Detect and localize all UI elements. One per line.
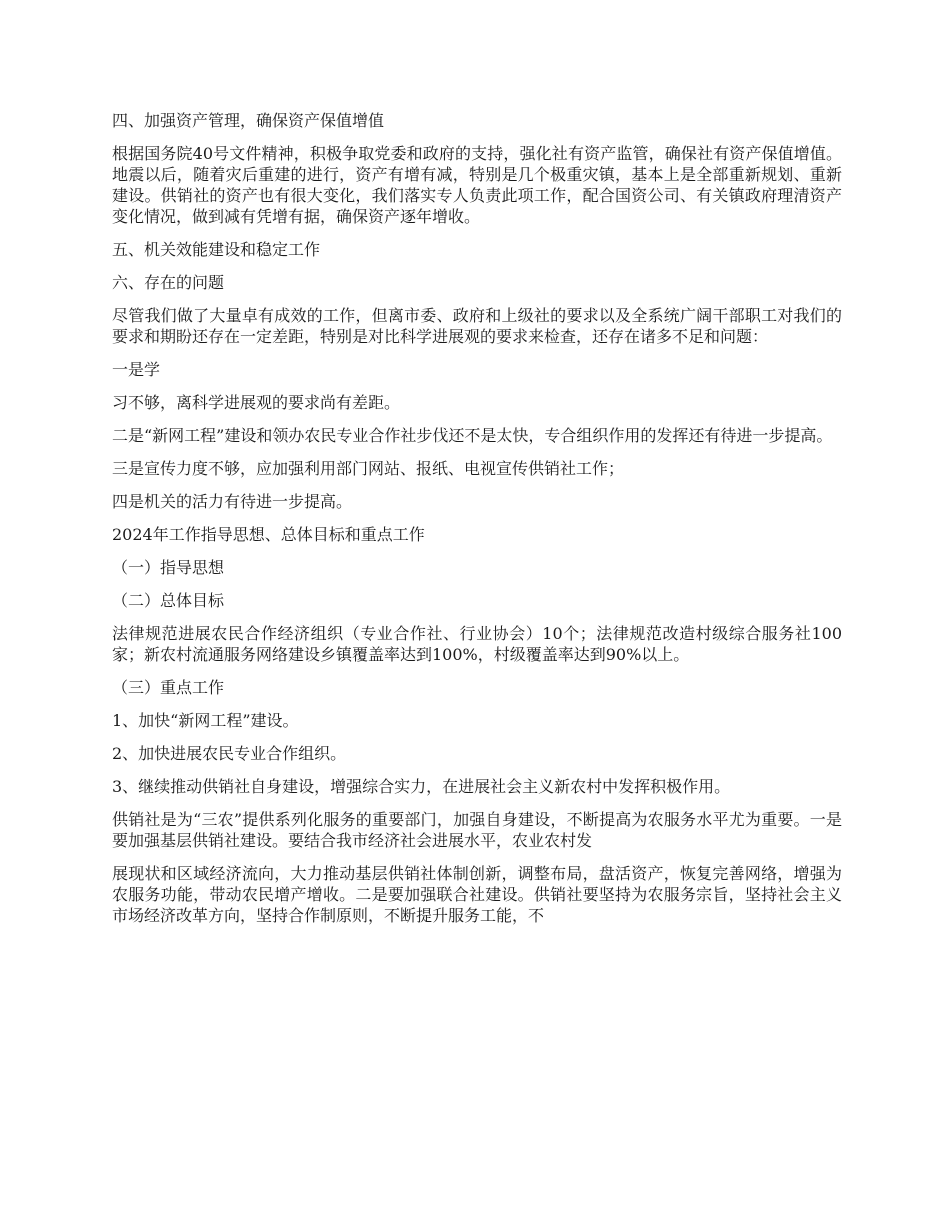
section-heading-2024-work: 2024年工作指导思想、总体目标和重点工作 xyxy=(112,525,425,544)
section-heading-problems: 六、存在的问题 xyxy=(112,273,225,292)
problem-item-2: 二是“新网工程”建设和领办农民专业合作社步伐还不是太快，专合组织作用的发挥还有待进一步提高。 xyxy=(112,426,833,445)
problem-item-4: 四是机关的活力有待进一步提高。 xyxy=(112,492,353,511)
subheading-overall-goal: （二）总体目标 xyxy=(112,591,225,610)
document-body xyxy=(112,110,842,938)
paragraph-supply-coop-1: 供销社是为“三农”提供系列化服务的重要部门，加强自身建设，不断提高为农服务水平尤为重要。一是要加强基层供销社建设。要结合我市经济社会进展水平，农业农村发 xyxy=(112,810,842,850)
subheading-guiding-thought: （一）指导思想 xyxy=(112,558,225,577)
paragraph-overall-goal: 法律规范进展农民合作经济组织（专业合作社、行业协会）10个；法律规范改造村级综合服务社100家；新农村流通服务网络建设乡镇覆盖率达到100%，村级覆盖率达到90%以上。 xyxy=(112,624,842,664)
key-work-item-2: 2、加快进展农民专业合作组织。 xyxy=(112,744,347,763)
key-work-item-3: 3、继续推动供销社自身建设，增强综合实力，在进展社会主义新农村中发挥积极作用。 xyxy=(112,777,731,796)
paragraph-asset-management: 根据国务院40号文件精神，积极争取党委和政府的支持，强化社有资产监管，确保社有资产保值增值。地震以后，随着灾后重建的进行，资产有增有减，特别是几个极重灾镇，基本上是全部重新规划、重新建设。供销社的资产也有很大变化，我们落实专人负责此项工作，配合国资公司、有关镇政府理清资产变化情况，做到减有凭增有据，确保资产逐年增收。 xyxy=(112,144,842,226)
problem-item-1-start: 一是学 xyxy=(112,360,161,379)
problem-item-3: 三是宣传力度不够，应加强利用部门网站、报纸、电视宣传供销社工作； xyxy=(112,459,625,478)
paragraph-supply-coop-2: 展现状和区域经济流向，大力推动基层供销社体制创新，调整布局，盘活资产，恢复完善网络，增强为农服务功能，带动农民增产增收。二是要加强联合社建设。供销社要坚持为农服务宗旨，坚持社会主义市场经济改革方向，坚持合作制原则，不断提升服务工能，不 xyxy=(112,864,842,925)
problem-item-1-rest: 习不够，离科学进展观的要求尚有差距。 xyxy=(112,393,401,412)
section-heading-efficiency: 五、机关效能建设和稳定工作 xyxy=(112,240,321,259)
section-heading-asset-management: 四、加强资产管理，确保资产保值增值 xyxy=(112,111,385,130)
subheading-key-work: （三）重点工作 xyxy=(112,678,225,697)
paragraph-problems-intro: 尽管我们做了大量卓有成效的工作，但离市委、政府和上级社的要求以及全系统广阔干部职工对我们的要求和期盼还存在一定差距，特别是对比科学进展观的要求来检查，还存在诸多不足和问题： xyxy=(112,306,842,346)
key-work-item-1: 1、加快“新网工程”建设。 xyxy=(112,711,299,730)
